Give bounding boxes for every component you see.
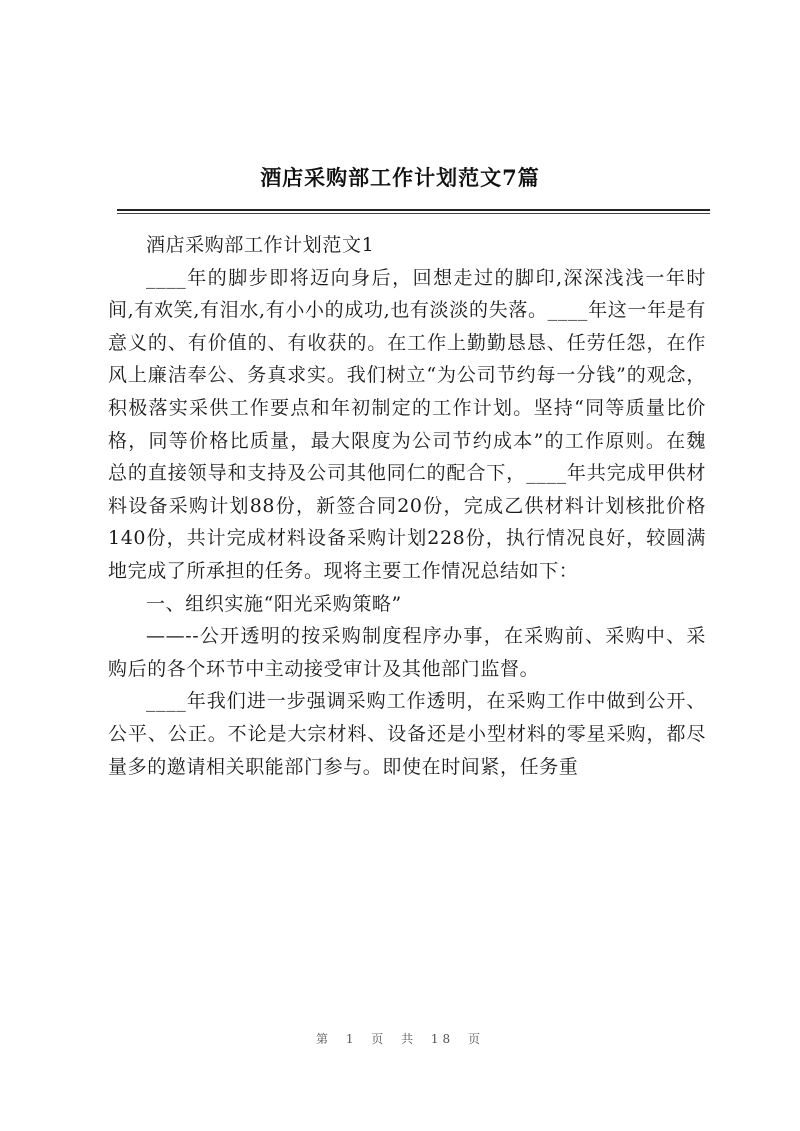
section-heading: 一、组织实施“阳光采购策略” (146, 592, 402, 615)
section-heading: 酒店采购部工作计划范文1 (146, 234, 375, 256)
document-title: 酒店采购部工作计划范文7篇 (260, 165, 540, 190)
title-divider-thin (117, 213, 710, 214)
document-body (108, 229, 706, 783)
title-divider-thick (117, 209, 710, 211)
paragraph: ——--公开透明的按采购制度程序办事，在采购前、采购中、采购后的各个环节中主动接受审计及其他部门监督。 (108, 625, 706, 680)
paragraph: ____年我们进一步强调采购工作透明，在采购工作中做到公开、公平、公正。不论是大宗材料、设备还是小型材料的零星采购，都尽量多的邀请相关职能部门参与。即使在时间紧，任务重 (108, 690, 706, 778)
page-footer: 第 1 页 共 18 页 (316, 1032, 484, 1046)
paragraph: ____年的脚步即将迈向身后，回想走过的脚印,深深浅浅一年时间,有欢笑,有泪水,有小小的成功,也有淡淡的失落。____年这一年是有意义的、有价值的、有收获的。在工作上勤勤恳恳、任劳任怨，在作风上廉洁奉公、务真求实。我们树立“为公司节约每一分钱”的观念，积极落实采供工作要点和年初制定的工作计划。坚持“同等质量比价格，同等价格比质量，最大限度为公司节约成本”的工作原则。在魏总的直接领导和支持及公司其他同仁的配合下，____年共完成甲供材料设备采购计划88份，新签合同20份，完成乙供材料计划核批价格140份，共计完成材料设备采购计划228份，执行情况良好，较圆满地完成了所承担的任务。现将主要工作情况总结如下： (108, 266, 706, 582)
